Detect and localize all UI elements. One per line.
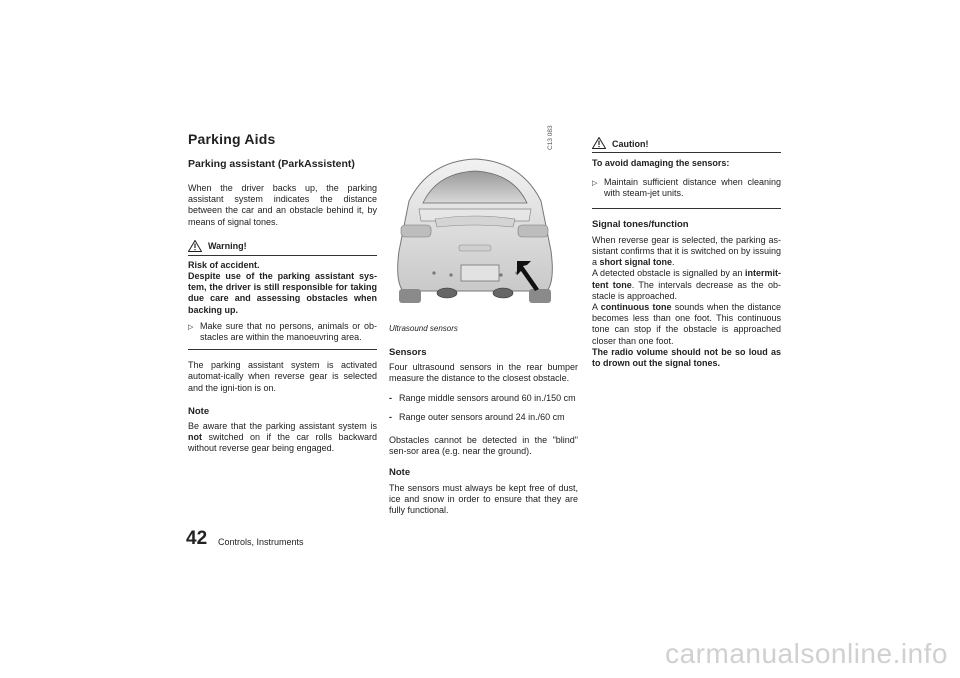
- footer-section: Controls, Instruments: [218, 537, 304, 547]
- warning-line-2: Despite use of the parking assistant sys-tem, the driver is still responsible for taking due care and assessing obstacles when backing up.: [188, 271, 377, 315]
- signal-p3-pre: A: [592, 302, 598, 313]
- signal-p2-post: . The intervals decrease as the ob-stacle is approached.: [592, 279, 781, 301]
- warning-rule-top: [188, 255, 377, 256]
- warning-triangle-icon: [592, 137, 606, 149]
- signal-paragraph-1: [592, 235, 781, 269]
- caution-bullet: [592, 177, 781, 199]
- page-title: Parking Aids: [188, 131, 276, 147]
- signal-p3-bold: continuous tone: [600, 302, 672, 313]
- section-subtitle: Parking assistant (ParkAssistent): [188, 158, 355, 170]
- signal-p1-bold: short signal tone: [599, 257, 673, 268]
- blind-area-paragraph: Obstacles cannot be detected in the "blind" sen-sor area (e.g. near the ground).: [389, 435, 578, 457]
- column-right: [592, 158, 781, 369]
- warning-triangle-icon: [188, 240, 202, 252]
- signal-p1-pre: When reverse gear is selected, the parking as-sistant confirms that it is switched on by issuing a: [592, 234, 781, 268]
- page-number: 42: [186, 528, 208, 549]
- warning-rule-bottom: [188, 349, 377, 350]
- signal-p1-post: .: [672, 257, 675, 268]
- signal-p2-bold: intermit-tent tone: [592, 268, 781, 290]
- caution-heading: To avoid damaging the sensors:: [592, 158, 730, 168]
- signal-heading: Signal tones/function: [592, 218, 689, 230]
- column-middle: [389, 347, 578, 516]
- sensors-note-paragraph: The sensors must always be kept free of dust, ice and snow in order to ensure that they are fully functional.: [389, 482, 578, 516]
- sensor-range-outer: Range outer sensors around 24 in./60 cm: [399, 411, 565, 422]
- caution-rule-bottom: [592, 208, 781, 209]
- intro-paragraph: When the driver backs up, the parking assistant system indicates the distance between the car and an obstacle behind it, by means of signal tones.: [188, 183, 377, 227]
- sensors-heading: Sensors: [389, 347, 427, 358]
- caution-label: Caution!: [612, 139, 649, 149]
- list-item: [389, 412, 578, 423]
- note-heading: Note: [188, 405, 210, 417]
- column-left: [188, 183, 377, 455]
- bullet-arrow-icon: ▷: [188, 323, 194, 331]
- rear-car-illustration: [389, 141, 560, 316]
- note-text-bold: not: [188, 432, 202, 443]
- dash-icon: -: [389, 392, 392, 403]
- warning-line-1: Risk of accident.: [188, 259, 260, 270]
- note-text-pre: Be aware that the parking assistant system is: [188, 421, 377, 432]
- watermark: carmanualsonline.info: [665, 638, 948, 669]
- figure-caption: Ultrasound sensors: [389, 324, 458, 333]
- signal-paragraph-4: The radio volume should not be so loud as to drown out the signal tones.: [592, 346, 781, 369]
- caution-header: [592, 137, 781, 149]
- caution-rule-top: [592, 152, 781, 153]
- bullet-arrow-icon: ▷: [592, 180, 598, 188]
- signal-p3-post: sounds when the distance becomes less than one foot. This continuous tone can stop if the obstacle is approached closer than one foot.: [592, 302, 781, 346]
- sensors-paragraph: Four ultrasound sensors in the rear bumper measure the distance to the closest obstacle.: [389, 362, 578, 384]
- signal-p2-pre: A detected obstacle is signalled by an: [592, 268, 743, 279]
- signal-paragraph-3: [592, 302, 781, 347]
- signal-paragraph-2: [592, 268, 781, 302]
- dash-icon: -: [389, 411, 392, 422]
- warning-bullet-text: Make sure that no persons, animals or ob-stacles are within the manoeuvring area.: [200, 320, 377, 343]
- note-paragraph: [188, 421, 377, 455]
- note-text-post: switched on if the car rolls backward without reverse gear being engaged.: [188, 432, 377, 454]
- warning-label: Warning!: [208, 240, 247, 251]
- warning-bullet: [188, 321, 377, 343]
- activation-paragraph: The parking assistant system is activated automat-ically when reverse gear is selected and the igni-tion is on.: [188, 360, 377, 393]
- caution-bullet-text: Maintain sufficient distance when cleaning with steam-jet units.: [604, 177, 781, 199]
- figure-code: C13 083: [547, 125, 554, 150]
- sensor-range-middle: Range middle sensors around 60 in./150 cm: [399, 392, 576, 403]
- list-item: [389, 393, 578, 404]
- warning-header: [188, 240, 377, 252]
- sensors-note-heading: Note: [389, 467, 411, 479]
- caution-box: [592, 137, 781, 153]
